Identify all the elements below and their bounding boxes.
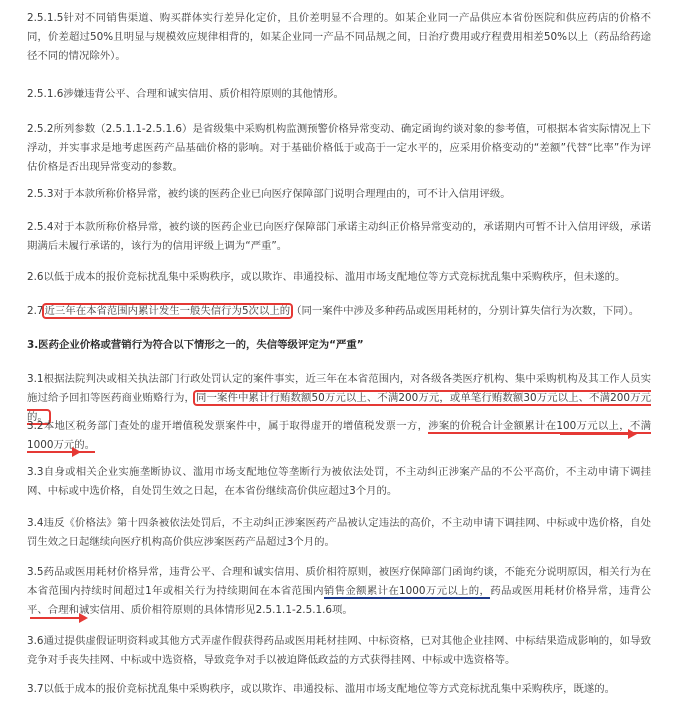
paragraph-3-2 [27, 417, 651, 455]
highlight-box-2-7: 近三年在本省范围内累计发生一般失信行为5次以上的 [44, 305, 291, 317]
underlined-amount-3-5: 销售金额累计在1000万元以上的， [323, 585, 491, 597]
highlight-box-3-1: 同一案件中累计行贿数额50万元以上、不满200万元，或单笔行贿数额30万元以上、不满200万元的。 [27, 392, 652, 423]
paragraph-2-5-4: 2.5.4对于本款所称价格异常，被约谈的医药企业已向医疗保障部门承诺主动纠正价格异常变动的，承诺期内可暂不计入信用评级，承诺期满后未履行承诺的，该行为的信用评级上调为“严重”。 [27, 221, 651, 252]
paragraph-3-3: 3.3自身或相关企业实施垄断协议、滥用市场支配地位等垄断行为被依法处罚，不主动纠正涉案产品的不公平高价，不主动申请下调挂网、中标或中选价格，自处罚生效之日起，在本省份继续高价供应超过3个月的。 [27, 466, 651, 497]
arrow-annotation-3-5 [30, 617, 85, 619]
paragraph-2-5-1-6: 2.5.1.6涉嫌违背公平、合理和诚实信用、质价相符原则的其他情形。 [27, 88, 344, 100]
paragraph-3-5-suffix: 药品或医用耗材价格异常，违背公平、合理和诚实信用、质价相符原则的具体情形见2.5.1.1-2.5.1.6项。 [27, 585, 652, 616]
paragraph-2-7 [27, 302, 651, 321]
paragraph-3-6: 3.6通过提供虚假证明资料或其他方式弄虚作假获得药品或医用耗材挂网、中标资格，已对其他企业挂网、中标结果造成影响的，如导致竞争对手丧失挂网、中标或中选资格，导致竞争对手以被迫降低政益的方式获得挂网、中标或中选资格等。 [27, 635, 651, 666]
paragraph-3-7: 3.7以低于成本的报价竞标扰乱集中采购秩序，或以欺诈、串通投标、滥用市场支配地位等方式竞标扰乱集中采购秩序，既遂的。 [27, 683, 616, 695]
paragraph-2-5-3: 2.5.3对于本款所称价格异常，被约谈的医药企业已向医疗保障部门说明合理理由的，可不计入信用评级。 [27, 188, 511, 200]
paragraph-3-5-text: 3.5药品或医用耗材价格异常，违背公平、合理和诚实信用、质价相符原则，被医疗保障部门函询约谈，不能充分说明原因，相关行为在本省范围内持续时间超过1年或相关行为持续期间在本省范围内 [27, 566, 651, 597]
paragraph-2-7-suffix: （同一案件中涉及多种药品或医用耗材的，分别计算失信行为次数，下同）。 [291, 305, 640, 317]
paragraph-2-6: 2.6以低于成本的报价竞标扰乱集中采购秩序，或以欺诈、串通投标、滥用市场支配地位等方式竞标扰乱集中采购秩序，但未遂的。 [27, 271, 626, 283]
underlined-amount-3-2: 涉案的价税合计金额累计在100万元以上，不满1000万元的。 [27, 420, 651, 451]
paragraph-3-5 [27, 563, 651, 620]
paragraph-2-5-1-5: 2.5.1.5针对不同销售渠道、购买群体实行差异化定价，且价差明显不合理的。如某企业同一产品供应本省份医院和供应药店的价格不同，价差超过50%且明显与规模效应规律相背的，如某企业同一产品不同品规之间，日治疗费用或疗程费用相差50%以上（药品给药途径不同的情况除外）。 [27, 12, 651, 62]
paragraph-3-4: 3.4违反《价格法》第十四条被依法处罚后，不主动纠正涉案医药产品被认定违法的高价，不主动申请下调挂网、中标或中选价格，自处罚生效之日起继续向医疗机构高价供应涉案医药产品超过3个月的。 [27, 517, 651, 548]
arrow-annotation-3-2-left [30, 451, 78, 453]
paragraph-2-5-2: 2.5.2所列参数（2.5.1.1-2.5.1.6）是省级集中采购机构监测预警价格异常变动、确定函询约谈对象的参考值，可根据本省实际情况上下浮动，并实事求是地考虑医药产品基础价格的影响。对于基础价格低于或高于一定水平的，应采用价格变动的“差额”代替“比率”作为评估价格是否出现异常变动的参数。 [27, 123, 651, 173]
paragraph-3-2-text: 3.2本地区税务部门查处的虚开增值税发票案件中，属于取得虚开的增值税发票一方， [27, 420, 429, 432]
paragraph-2-7-number: 2.7 [27, 305, 44, 317]
section-3-heading: 3.医药企业价格或营销行为符合以下情形之一的，失信等级评定为“严重” [27, 339, 364, 351]
paragraph-3-1-text: 3.1根据法院判决或相关执法部门行政处罚认定的案件事实，近三年在本省范围内，对各级各类医疗机构、集中采购机构及其工作人员实施过给予回扣等医药商业贿赂行为， [27, 373, 651, 404]
arrow-annotation-3-2-right [560, 433, 634, 435]
